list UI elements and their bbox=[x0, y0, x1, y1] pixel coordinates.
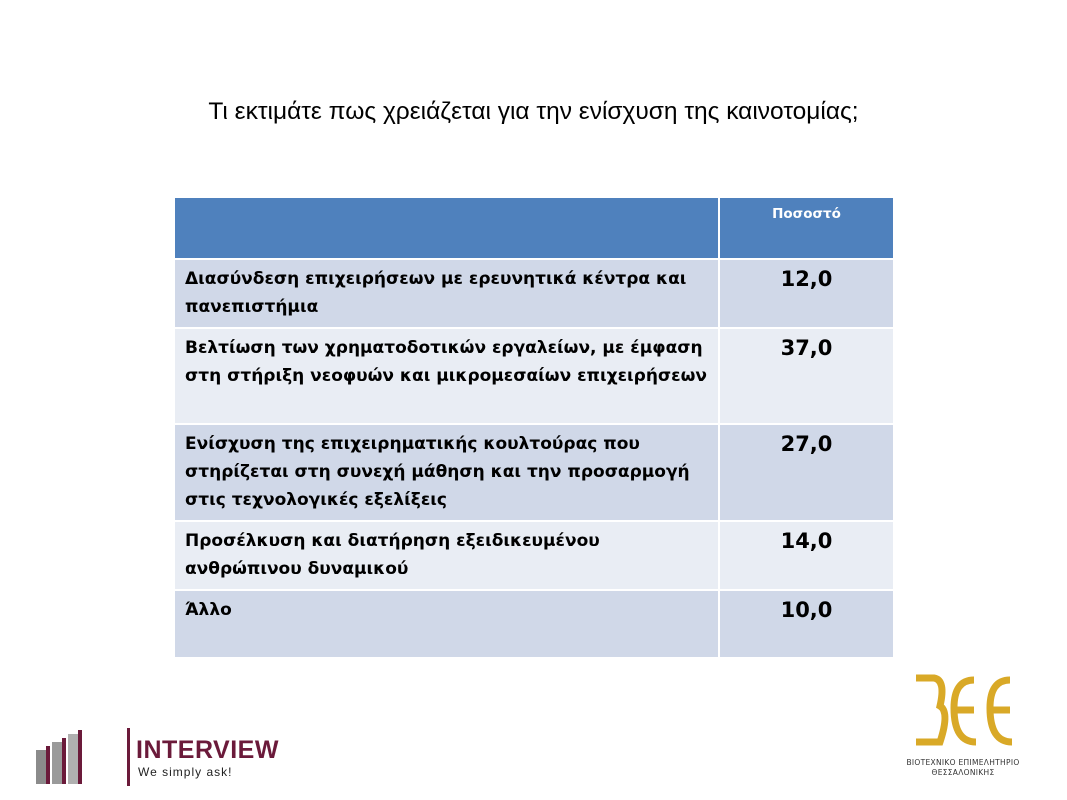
bee-logo bbox=[904, 672, 1022, 782]
row-label: Βελτίωση των χρηματοδοτικών εργαλείων, με έμφαση στη στήριξη νεοφυών και μικρομεσαίων επιχειρήσεων bbox=[174, 328, 719, 424]
bee-mark-icon bbox=[910, 672, 1016, 750]
bee-chamber-name: ΒΙΟΤΕΧΝΙΚΟ ΕΠΙΜΕΛΗΤΗΡΙΟ bbox=[906, 758, 1020, 767]
row-label: Προσέλκυση και διατήρηση εξειδικευμένου ανθρώπινου δυναμικού bbox=[174, 521, 719, 590]
row-value: 12,0 bbox=[719, 259, 894, 328]
slide-title: Τι εκτιμάτε πως χρειάζεται για την ενίσχυση της καινοτομίας; bbox=[208, 98, 859, 125]
table-row bbox=[174, 424, 894, 521]
row-value: 10,0 bbox=[719, 590, 894, 658]
row-label: Διασύνδεση επιχειρήσεων με ερευνητικά κέντρα και πανεπιστήμια bbox=[174, 259, 719, 328]
table-row bbox=[174, 521, 894, 590]
interview-divider bbox=[127, 728, 130, 786]
bee-chamber-city: ΘΕΣΣΑΛΟΝΙΚΗΣ bbox=[931, 768, 995, 777]
row-value: 37,0 bbox=[719, 328, 894, 424]
results-table bbox=[173, 196, 895, 659]
interview-logo bbox=[34, 728, 279, 788]
interview-tagline: We simply ask! bbox=[138, 765, 233, 779]
row-value: 14,0 bbox=[719, 521, 894, 590]
table-header-row bbox=[174, 197, 894, 259]
interview-bars-icon bbox=[34, 730, 90, 786]
row-value: 27,0 bbox=[719, 424, 894, 521]
interview-name: INTERVIEW bbox=[136, 736, 279, 764]
table-row bbox=[174, 590, 894, 658]
header-percentage-cell: Ποσοστό bbox=[719, 197, 894, 259]
row-label: Άλλο bbox=[174, 590, 719, 658]
table-row bbox=[174, 259, 894, 328]
row-label: Ενίσχυση της επιχειρηματικής κουλτούρας που στηρίζεται στη συνεχή μάθηση και την προσαρμογή στις τεχνολογικές εξελίξεις bbox=[174, 424, 719, 521]
header-label-cell bbox=[174, 197, 719, 259]
table-row bbox=[174, 328, 894, 424]
